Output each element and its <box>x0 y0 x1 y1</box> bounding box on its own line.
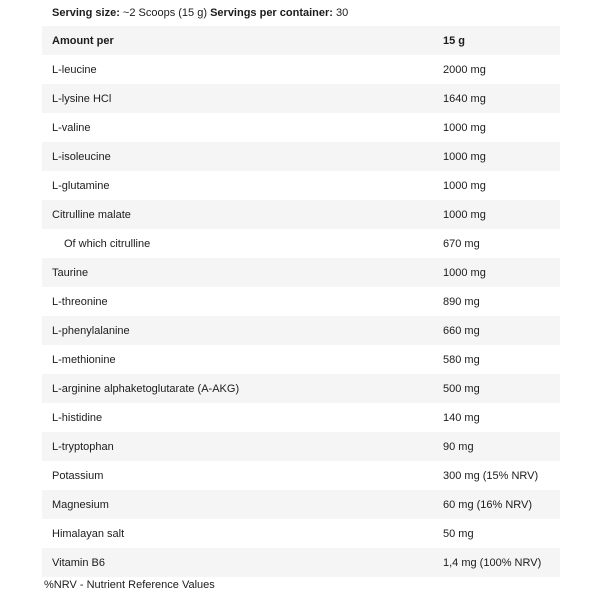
ingredient-amount: 1000 mg <box>443 179 486 192</box>
table-row <box>42 171 560 200</box>
ingredient-name: Taurine <box>52 266 89 279</box>
table-row <box>42 461 560 490</box>
ingredient-amount: 60 mg (16% NRV) <box>443 498 533 511</box>
ingredient-amount: 1000 mg <box>443 121 486 134</box>
supplement-facts-table <box>42 26 560 577</box>
servings-per-container-value: 30 <box>336 7 349 19</box>
table-row <box>42 113 560 142</box>
ingredient-amount: 1000 mg <box>443 150 486 163</box>
ingredient-amount: 50 mg <box>443 527 474 540</box>
ingredient-amount: 890 mg <box>443 295 480 308</box>
ingredient-name: L-isoleucine <box>52 150 111 163</box>
ingredient-name: L-tryptophan <box>52 440 114 453</box>
ingredient-name: L-methionine <box>52 353 116 366</box>
table-row <box>42 142 560 171</box>
table-row <box>42 519 560 548</box>
ingredient-amount: 1,4 mg (100% NRV) <box>443 556 542 569</box>
ingredient-amount: 1640 mg <box>443 92 486 105</box>
ingredient-amount: 90 mg <box>443 440 474 453</box>
table-row <box>42 403 560 432</box>
table-row <box>42 200 560 229</box>
column-header-serving-weight: 15 g <box>443 34 466 47</box>
ingredient-name: Of which citrulline <box>64 237 151 250</box>
ingredient-name: Citrulline malate <box>52 208 131 221</box>
ingredient-name: Potassium <box>52 469 104 482</box>
table-row <box>42 374 560 403</box>
ingredient-name: L-phenylalanine <box>52 324 130 337</box>
table-row <box>42 229 560 258</box>
table-row <box>42 258 560 287</box>
ingredient-name: Vitamin B6 <box>52 556 105 569</box>
ingredient-name: L-glutamine <box>52 179 110 192</box>
ingredient-name: L-lysine HCl <box>52 92 112 105</box>
ingredient-amount: 670 mg <box>443 237 480 250</box>
ingredient-name: Magnesium <box>52 498 109 511</box>
serving-size-value: ~2 Scoops (15 g) <box>122 7 208 19</box>
ingredient-amount: 1000 mg <box>443 266 486 279</box>
ingredient-amount: 140 mg <box>443 411 480 424</box>
ingredient-amount: 500 mg <box>443 382 480 395</box>
ingredient-name: L-arginine alphaketoglutarate (A-AKG) <box>52 382 240 395</box>
table-row <box>42 490 560 519</box>
nrv-footnote: %NRV - Nutrient Reference Values <box>44 579 215 591</box>
column-header-amount-per: Amount per <box>52 34 114 47</box>
table-row <box>42 316 560 345</box>
table-header-row <box>42 26 560 55</box>
table-body <box>42 55 560 577</box>
ingredient-amount: 2000 mg <box>443 63 486 76</box>
ingredient-name: L-threonine <box>52 295 108 308</box>
ingredient-amount: 580 mg <box>443 353 480 366</box>
table-row <box>42 84 560 113</box>
table-row <box>42 345 560 374</box>
ingredient-name: L-leucine <box>52 63 97 76</box>
serving-size-label: Serving size: <box>52 7 120 19</box>
table-row <box>42 55 560 84</box>
ingredient-name: L-histidine <box>52 411 103 424</box>
ingredient-name: L-valine <box>52 121 91 134</box>
ingredient-amount: 660 mg <box>443 324 480 337</box>
table-row <box>42 287 560 316</box>
serving-info-line <box>52 6 348 20</box>
ingredient-name: Himalayan salt <box>52 527 125 540</box>
ingredient-amount: 1000 mg <box>443 208 486 221</box>
table-row <box>42 432 560 461</box>
table-row <box>42 548 560 577</box>
servings-per-container-label: Servings per container: <box>210 7 333 19</box>
ingredient-amount: 300 mg (15% NRV) <box>443 469 539 482</box>
